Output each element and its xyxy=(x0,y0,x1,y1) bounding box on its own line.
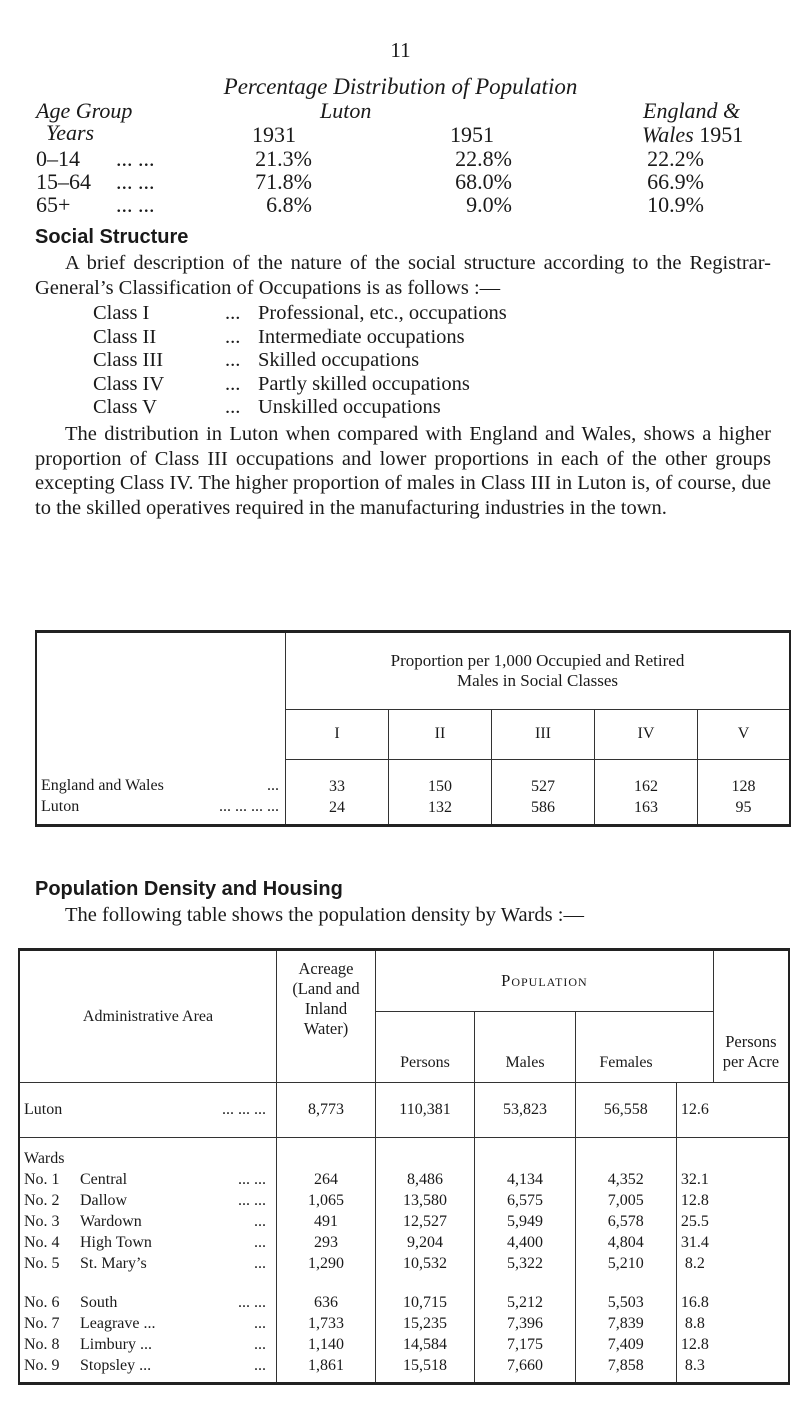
ward-ppa: 8.2 xyxy=(684,1255,705,1272)
ward-females: 4,804 xyxy=(607,1234,644,1251)
ward-acreage: 636 xyxy=(314,1294,338,1311)
ward-name: Leagrave ... xyxy=(80,1315,156,1332)
ward-ppa: 16.8 xyxy=(680,1294,709,1311)
ward-males: 4,400 xyxy=(507,1234,543,1251)
dist-ew-1951: 66.9% xyxy=(647,169,704,194)
class-name: Class IV xyxy=(93,372,165,395)
ward-number: No. 6 xyxy=(24,1294,60,1311)
ward-females: 5,503 xyxy=(607,1294,644,1311)
col-acreage-2: (Land and xyxy=(292,979,360,998)
col-males: Males xyxy=(475,1012,576,1083)
class-desc: Unskilled occupations xyxy=(258,396,441,418)
ward-males: 6,575 xyxy=(507,1192,543,1209)
ward-persons: 10,715 xyxy=(403,1294,447,1311)
cell: 527 xyxy=(531,777,555,795)
luton-dots: ... ... ... xyxy=(222,1101,266,1118)
ward-ppa: 12.8 xyxy=(680,1336,709,1353)
ward-persons: 14,584 xyxy=(403,1336,447,1353)
ward-females: 7,858 xyxy=(607,1357,644,1374)
ward-acreage: 1,733 xyxy=(308,1315,344,1332)
class-col-IV: IV xyxy=(595,709,698,759)
ward-males: 4,134 xyxy=(507,1171,543,1188)
ward-name: Limbury ... xyxy=(80,1336,152,1353)
class-col-V: V xyxy=(698,709,791,759)
dist-ew-1951: 22.2% xyxy=(647,146,704,171)
cell: 132 xyxy=(428,798,452,816)
ward-persons: 9,204 xyxy=(407,1234,443,1251)
ward-males: 5,949 xyxy=(507,1213,543,1230)
cell: 150 xyxy=(428,777,452,795)
ward-males: 7,660 xyxy=(507,1357,543,1374)
ward-ppa: 31.4 xyxy=(680,1234,709,1251)
ward-row-label xyxy=(24,1232,276,1253)
class-values-II xyxy=(389,759,492,825)
class-table-header-line2: Males in Social Classes xyxy=(456,670,618,690)
col-ppa-2: per Acre xyxy=(722,1052,780,1071)
ward-acreage: 1,861 xyxy=(308,1357,344,1374)
class-values-I xyxy=(286,759,389,825)
social-structure-heading: Social Structure xyxy=(35,226,189,248)
ward-dots: ... ... xyxy=(238,1171,266,1188)
ward-dots: ... ... xyxy=(238,1192,266,1209)
col-age-group: Age Group xyxy=(36,98,133,123)
class-table-header-line1: Proportion per 1,000 Occupied and Retired xyxy=(390,650,685,670)
ward-row-label xyxy=(24,1355,276,1376)
class-table-header xyxy=(286,632,791,710)
ward-males: 7,396 xyxy=(507,1315,543,1332)
ward-acreage: 1,065 xyxy=(308,1192,344,1209)
ward-row-label xyxy=(24,1169,276,1190)
col-population: Population xyxy=(376,950,714,1012)
ward-dots: ... xyxy=(254,1255,266,1272)
ward-dots: ... ... xyxy=(238,1294,266,1311)
dist-luton-1931: 6.8% xyxy=(266,192,312,217)
wards-label: Wards xyxy=(24,1150,65,1167)
luton-label: Luton xyxy=(24,1101,63,1118)
cell: 33 xyxy=(329,777,345,795)
ward-ppa: 8.3 xyxy=(684,1357,705,1374)
dist-dots: ... ... xyxy=(116,146,155,171)
class-row-ew xyxy=(41,775,285,796)
class-col-III: III xyxy=(492,709,595,759)
luton-ppa: 12.6 xyxy=(676,1083,713,1138)
wards-acreage xyxy=(277,1138,376,1384)
ward-acreage: 1,140 xyxy=(308,1336,344,1353)
ward-number: No. 2 xyxy=(24,1192,60,1209)
class-name: Class I xyxy=(93,302,150,324)
ward-name: Dallow xyxy=(80,1192,128,1209)
class-name: Class II xyxy=(93,325,157,348)
class-dots: ... xyxy=(225,325,241,348)
luton-persons: 110,381 xyxy=(376,1083,475,1138)
cell: 24 xyxy=(329,798,345,816)
ward-row-label xyxy=(24,1292,276,1313)
density-heading: Population Density and Housing xyxy=(35,878,343,900)
ward-dots: ... xyxy=(254,1357,266,1374)
wards-persons xyxy=(376,1138,475,1384)
ward-persons: 10,532 xyxy=(403,1255,447,1272)
class-desc: Professional, etc., occupations xyxy=(258,302,507,324)
col-acreage-3: Inland xyxy=(304,999,348,1018)
dist-dots: ... ... xyxy=(116,192,155,217)
col-ppa-1: Persons xyxy=(725,1032,777,1051)
ward-row-label xyxy=(24,1313,276,1334)
ward-row-label xyxy=(24,1334,276,1355)
luton-females: 56,558 xyxy=(576,1083,677,1138)
class-col-I: I xyxy=(286,709,389,759)
ward-number: No. 4 xyxy=(24,1234,60,1251)
ward-ppa: 12.8 xyxy=(680,1192,709,1209)
class-row-ew-label: England and Wales xyxy=(41,777,164,794)
col-england-wales: England & xyxy=(643,98,741,123)
ward-row-label xyxy=(24,1253,276,1274)
ward-name: Central xyxy=(80,1171,128,1188)
density-intro: The following table shows the population density by Wards :— xyxy=(65,904,584,926)
class-row-labels xyxy=(36,759,286,825)
class-dots: ... xyxy=(225,302,241,324)
class-row-ew-dots: ... xyxy=(267,777,279,794)
dist-luton-1931: 71.8% xyxy=(255,169,312,194)
class-dots: ... xyxy=(225,349,241,371)
ward-acreage: 491 xyxy=(314,1213,338,1230)
density-table xyxy=(18,948,790,1385)
social-class-table xyxy=(35,630,791,827)
ward-acreage: 293 xyxy=(314,1234,338,1251)
ward-acreage: 1,290 xyxy=(308,1255,344,1272)
ward-name: Stopsley ... xyxy=(80,1357,152,1374)
corner-cell xyxy=(36,632,286,710)
ward-name: South xyxy=(80,1294,118,1311)
ward-number: No. 9 xyxy=(24,1357,60,1374)
class-name: Class V xyxy=(93,396,157,418)
luton-label-cell xyxy=(19,1083,277,1138)
dist-age: 0–14 xyxy=(36,146,80,171)
cell: 586 xyxy=(531,798,555,816)
ward-dots: ... xyxy=(254,1213,266,1230)
wards-cell xyxy=(19,1138,277,1384)
ward-females: 7,839 xyxy=(607,1315,644,1332)
dist-age: 65+ xyxy=(36,192,71,217)
class-dots: ... xyxy=(225,396,241,418)
class-name: Class III xyxy=(93,349,164,371)
col-persons-per-acre xyxy=(713,950,789,1083)
class-values-III xyxy=(492,759,595,825)
wards-ppa xyxy=(676,1138,713,1384)
dist-dots: ... ... xyxy=(116,169,155,194)
ward-females: 4,352 xyxy=(607,1171,644,1188)
class-values-IV xyxy=(595,759,698,825)
dist-luton-1951: 68.0% xyxy=(455,169,512,194)
col-ew-year: 1951 xyxy=(699,122,744,147)
page-number: 11 xyxy=(390,38,411,62)
ward-dots: ... xyxy=(254,1336,266,1353)
ward-males: 5,212 xyxy=(507,1294,543,1311)
ward-persons: 12,527 xyxy=(403,1213,447,1230)
dist-luton-1931: 21.3% xyxy=(255,146,312,171)
ward-dots: ... xyxy=(254,1315,266,1332)
ward-number: No. 7 xyxy=(24,1315,60,1332)
ward-females: 6,578 xyxy=(607,1213,644,1230)
dist-luton-1951: 9.0% xyxy=(466,192,512,217)
ward-name: High Town xyxy=(80,1234,152,1251)
col-admin-area: Administrative Area xyxy=(82,1007,214,1025)
cell: 128 xyxy=(731,777,756,795)
ward-number: No. 1 xyxy=(24,1171,60,1188)
ward-ppa: 32.1 xyxy=(680,1171,709,1188)
ward-ppa: 8.8 xyxy=(684,1315,705,1332)
dist-age: 15–64 xyxy=(36,169,91,194)
col-acreage-1: Acreage xyxy=(298,959,354,978)
col-years: Years xyxy=(46,120,95,145)
ward-females: 7,005 xyxy=(607,1192,644,1209)
ward-females: 7,409 xyxy=(607,1336,644,1353)
social-paragraph: The distribution in Luton when compared with England and Wales, shows a higher proportion of Class III occupations and lower proportions in each of the other groups excepting Class IV. The higher proportion of males in Class III in Luton is, of course, due to the skilled operatives required in the manufacturing industries in the town. xyxy=(35,423,771,519)
col-persons: Persons xyxy=(376,1012,475,1083)
distribution-title: Percentage Distribution of Population xyxy=(223,74,578,99)
ward-persons: 13,580 xyxy=(403,1192,447,1209)
cell: 162 xyxy=(634,777,658,795)
col-1931: 1931 xyxy=(252,122,296,147)
social-intro: A brief description of the nature of the social structure according to the Registrar-General’s Classification of Occupations is as follows :— xyxy=(35,252,771,299)
luton-males: 53,823 xyxy=(475,1083,576,1138)
ward-name: St. Mary’s xyxy=(80,1255,147,1272)
ward-males: 5,322 xyxy=(507,1255,543,1272)
dist-ew-1951: 10.9% xyxy=(647,192,704,217)
wards-males xyxy=(475,1138,576,1384)
ward-persons: 15,518 xyxy=(403,1357,447,1374)
class-row-luton xyxy=(41,796,285,817)
class-col-II: II xyxy=(389,709,492,759)
wards-females xyxy=(576,1138,677,1384)
ward-persons: 8,486 xyxy=(407,1171,443,1188)
cell: 95 xyxy=(735,798,752,816)
ward-row-label xyxy=(24,1211,276,1232)
ward-number: No. 5 xyxy=(24,1255,60,1272)
class-desc: Intermediate occupations xyxy=(258,325,465,348)
cell: 163 xyxy=(634,798,658,816)
ward-males: 7,175 xyxy=(507,1336,543,1353)
class-row-luton-label: Luton xyxy=(41,798,80,815)
class-values-V xyxy=(698,759,791,825)
ward-number: No. 8 xyxy=(24,1336,60,1353)
col-luton: Luton xyxy=(320,98,372,123)
class-desc: Partly skilled occupations xyxy=(258,372,470,395)
ward-persons: 15,235 xyxy=(403,1315,447,1332)
class-dots: ... xyxy=(225,372,241,395)
col-acreage-4: Water) xyxy=(303,1019,349,1038)
ward-row-label xyxy=(24,1190,276,1211)
class-row-luton-dots: ... ... ... ... xyxy=(219,798,279,815)
ward-dots: ... xyxy=(254,1234,266,1251)
ward-name: Wardown xyxy=(80,1213,142,1230)
col-acreage xyxy=(277,950,376,1083)
class-desc: Skilled occupations xyxy=(258,349,420,371)
luton-acreage: 8,773 xyxy=(277,1083,376,1138)
col-wales-label: Wales xyxy=(642,122,694,147)
col-females: Females xyxy=(576,1012,677,1083)
ward-number: No. 3 xyxy=(24,1213,60,1230)
col-1951: 1951 xyxy=(450,122,494,147)
dist-luton-1951: 22.8% xyxy=(455,146,512,171)
ward-females: 5,210 xyxy=(607,1255,644,1272)
ward-ppa: 25.5 xyxy=(680,1213,709,1230)
ward-acreage: 264 xyxy=(314,1171,338,1188)
col-wales-1951 xyxy=(642,122,743,148)
